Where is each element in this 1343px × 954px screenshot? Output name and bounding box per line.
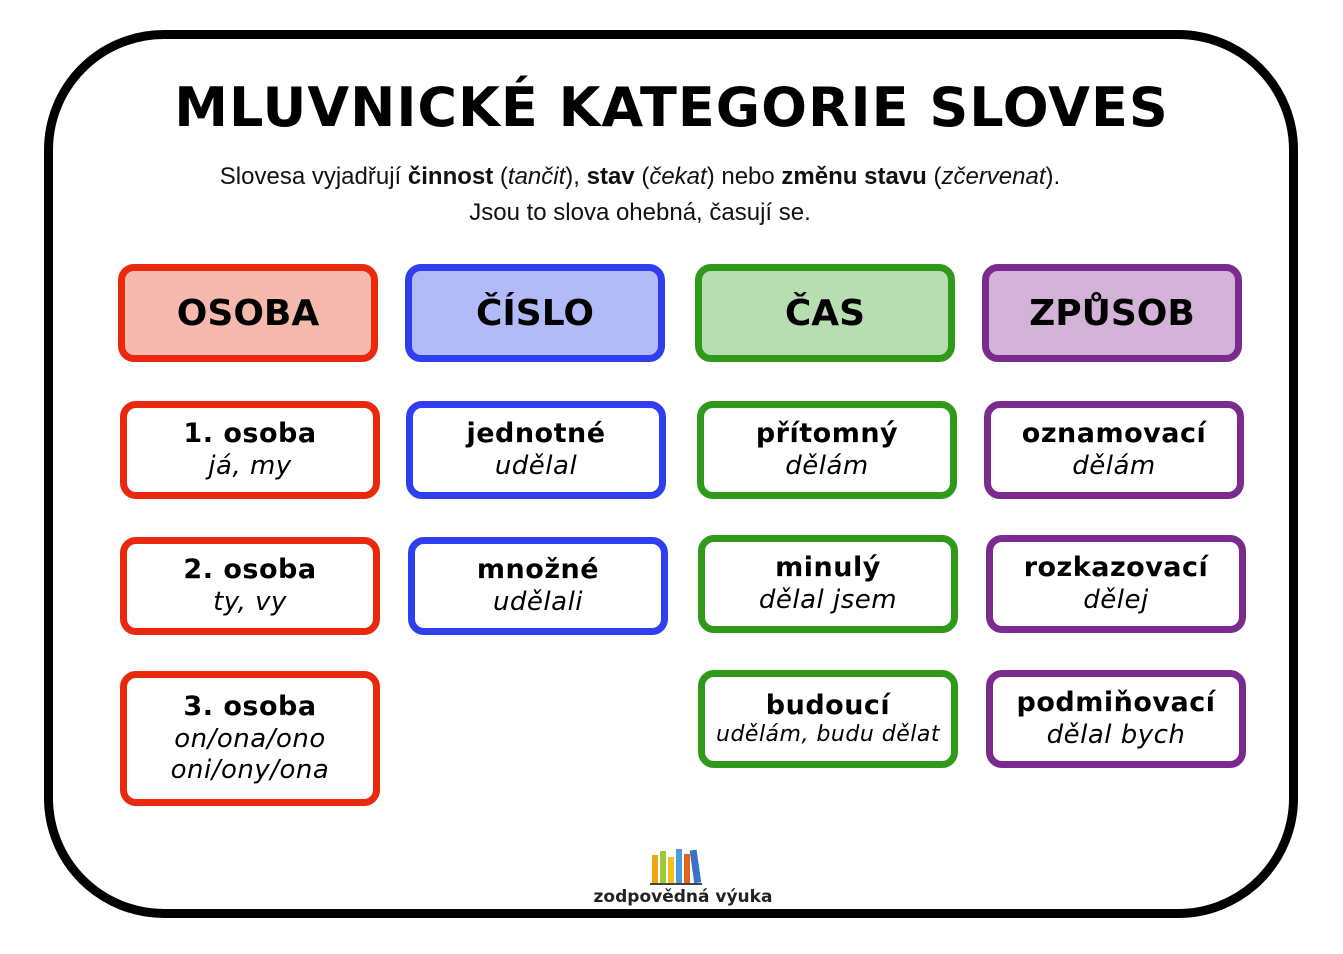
item-osoba-3 xyxy=(120,671,380,806)
item-example: dělej xyxy=(1083,584,1149,615)
intro-segment: ) nebo xyxy=(706,163,782,190)
item-label: podmiňovací xyxy=(1016,687,1216,719)
item-label: minulý xyxy=(775,552,881,584)
item-example: udělám, budu dělat xyxy=(716,722,940,747)
item-cas-3 xyxy=(698,670,958,768)
item-cislo-1 xyxy=(406,401,666,499)
item-example: on/ona/ono xyxy=(174,723,326,754)
logo xyxy=(588,845,778,915)
item-example: ty, vy xyxy=(213,586,287,617)
item-cas-1 xyxy=(697,401,957,499)
item-cas-2 xyxy=(698,535,958,633)
header-cas: ČAS xyxy=(695,264,955,362)
item-osoba-2 xyxy=(120,537,380,635)
intro-segment: ( xyxy=(926,163,942,190)
item-label: oznamovací xyxy=(1021,418,1207,450)
intro-segment: změnu stavu xyxy=(781,163,927,190)
header-osoba: OSOBA xyxy=(118,264,378,362)
intro-segment: ( xyxy=(634,163,650,190)
item-zpusob-2 xyxy=(986,535,1246,633)
item-label: rozkazovací xyxy=(1023,552,1209,584)
item-zpusob-3 xyxy=(986,670,1246,768)
item-cislo-2 xyxy=(408,537,668,635)
logo-text: zodpovědná výuka xyxy=(593,887,773,907)
intro-segment: ( xyxy=(493,163,508,190)
item-example: dělal bych xyxy=(1046,719,1186,750)
books-icon xyxy=(588,845,778,887)
intro-segment: ), xyxy=(565,163,587,190)
intro-segment: Slovesa vyjadřují xyxy=(219,163,408,190)
item-label: budoucí xyxy=(765,689,891,721)
intro-segment: ). xyxy=(1045,163,1061,190)
intro-segment: zčervenat xyxy=(941,163,1046,190)
item-label: 2. osoba xyxy=(183,554,317,586)
intro-line-2: Jsou to slova ohebná, časují se. xyxy=(469,199,811,226)
item-example-2: oni/ony/ona xyxy=(170,754,330,785)
header-zpusob: ZPŮSOB xyxy=(982,264,1242,362)
item-zpusob-1 xyxy=(984,401,1244,499)
item-label: jednotné xyxy=(466,418,606,450)
intro-segment: činnost xyxy=(407,163,494,190)
item-label: přítomný xyxy=(755,418,899,450)
item-osoba-1 xyxy=(120,401,380,499)
intro-line-1 xyxy=(0,163,1280,191)
header-cislo: ČÍSLO xyxy=(405,264,665,362)
intro-segment: stav xyxy=(586,163,635,190)
page-title: MLUVNICKÉ KATEGORIE SLOVES xyxy=(174,76,1169,139)
item-example: udělal xyxy=(494,450,578,481)
intro-segment: čekat xyxy=(649,163,707,190)
item-example: dělám xyxy=(785,450,869,481)
item-label: 3. osoba xyxy=(183,691,317,723)
item-label: 1. osoba xyxy=(183,418,317,450)
item-example: dělám xyxy=(1072,450,1156,481)
item-label: množné xyxy=(476,554,600,586)
intro-segment: tančit xyxy=(507,163,566,190)
item-example: já, my xyxy=(208,450,292,481)
item-example: dělal jsem xyxy=(758,584,898,615)
item-example: udělali xyxy=(492,586,584,617)
